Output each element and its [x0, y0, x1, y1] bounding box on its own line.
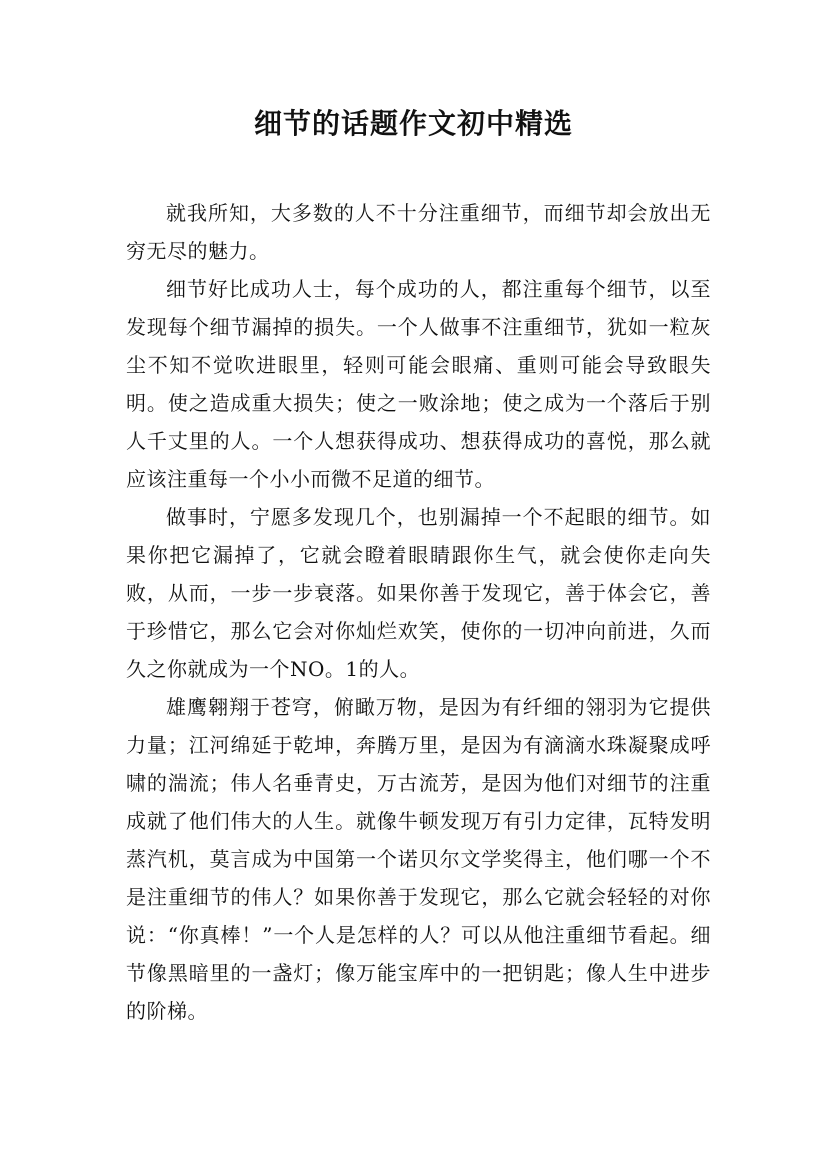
paragraph-2: 细节好比成功人士，每个成功的人，都注重每个细节，以至发现每个细节漏掉的损失。一个人做事不注重细节，犹如一粒灰尘不知不觉吹进眼里，轻则可能会眼痛、重则可能会导致眼失明。使之造成重大损失；使之一败涂地；使之成为一个落后于别人千丈里的人。一个人想获得成功、想获得成功的喜悦，那么就应该注重每一个小小而微不足道的细节。: [126, 277, 711, 491]
paragraph-1: 就我所知，大多数的人不十分注重细节，而细节却会放出无穷无尽的魅力。: [126, 201, 711, 263]
document-title: 细节的话题作文初中精选: [253, 107, 573, 140]
document-body: [126, 194, 711, 1030]
paragraph-4: 雄鹰翱翔于苍穹，俯瞰万物，是因为有纤细的翎羽为它提供力量；江河绵延于乾坤，奔腾万里，是因为有滴滴水珠凝聚成呼啸的湍流；伟人名垂青史，万古流芳，是因为他们对细节的注重成就了他们伟大的人生。就像牛顿发现万有引力定律，瓦特发明蒸汽机，莫言成为中国第一个诺贝尔文学奖得主，他们哪一个不是注重细节的伟人？如果你善于发现它，那么它就会轻轻的对你说：“你真棒！”一个人是怎样的人？可以从他注重细节看起。细节像黑暗里的一盏灯；像万能宝库中的一把钥匙；像人生中进步的阶梯。: [126, 695, 711, 1023]
paragraph-3: 做事时，宁愿多发现几个，也别漏掉一个不起眼的细节。如果你把它漏掉了，它就会瞪着眼睛跟你生气，就会使你走向失败，从而，一步一步衰落。如果你善于发现它，善于体会它，善于珍惜它，那么它会对你灿烂欢笑，使你的一切冲向前进，久而久之你就成为一个NO。1的人。: [126, 505, 711, 681]
